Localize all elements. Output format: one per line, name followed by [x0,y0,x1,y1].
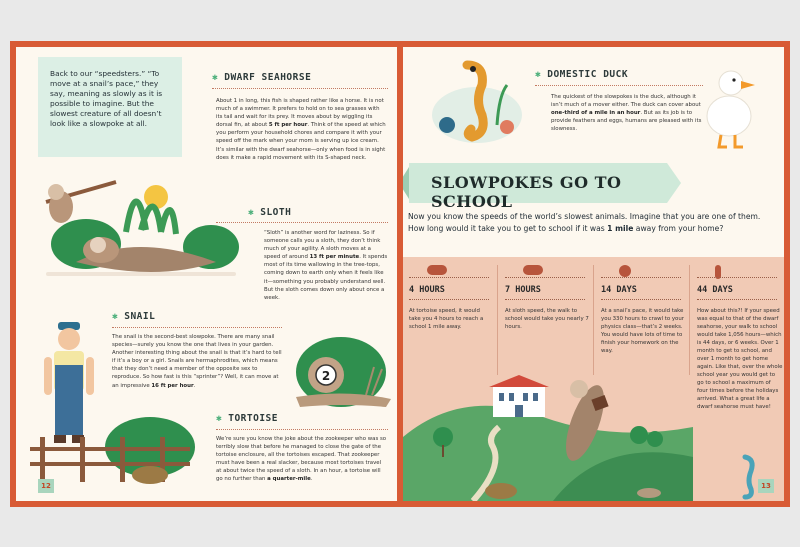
result-heading: 14 DAYS [601,285,637,295]
divider [212,88,388,89]
divider [535,85,703,86]
sparkle-icon: ✱ [535,69,542,80]
divider [112,327,282,328]
seahorse-illustration [427,55,527,145]
divider [689,265,690,375]
tortoise-text: We’re sure you know the joke about the zookeeper who was so terribly slow that before he managed to close the gate of the tortoise enclosure, all the tortoises escaped. That zookeeper must have been a real slacker, because most tortoises travel at about twice the speed of a sloth. In an hour, a tortoise will go no further than a quarter-mile. [216,436,387,483]
result-text: How about this?! If your speed was equal to that of the dwarf seahorse, your walk to school would take 1,056 hours—which is 44 days, or 6 weeks. Over 1 month to get to school, and over 1 month to get home again. Like that, over the whole school year you would get to go to school a maximum of four times before the holidays arrived. What a great life a dwarf seahorse must have! [697,308,783,410]
duck-illustration [701,61,771,151]
results-panel [403,257,784,501]
sloth-icon [523,265,543,275]
right-page [403,47,784,501]
sparkle-icon: ✱ [216,413,223,424]
snail-illustration [286,317,396,417]
divider [601,299,681,300]
result-text: At sloth speed, the walk to school would take you nearly 7 hours. [505,308,589,330]
book-spread [10,41,790,507]
sloth-text: “Sloth” is another word for laziness. So if someone calls you a sloth, they don’t think much of your agility. A sloth moves at a speed of around 13 ft per minute. It spends most of its time wallowing in the tree-tops, coming down to earth only when it feels like it—something you probably understand well. But the sloth comes down only about once a week. [264,230,388,301]
divider [409,299,489,300]
divider [697,277,777,278]
intro-text: Back to our “speedsters.” “To move at a snail’s pace,” they say, meaning as slowly as it is possible to imagine. But the slowest creature of all doesn’t look like a slowpoke at all. [50,69,163,128]
divider [497,265,498,375]
divider [697,299,777,300]
sloth-heading: ✱ SLOTH [248,207,292,218]
snail-icon [619,265,631,277]
page-number: 13 [758,479,774,493]
banner-title: SLOWPOKES GO TO SCHOOL [431,173,622,211]
sloth-illustration [36,152,246,282]
seahorse-text: About 1 in long, this fish is shaped rather like a horse. It is not much of a swimmer. It prefers to hold on to sea grasses with its tail and wait for its prey. It moves about by wiggling its dorsal fin, at about 5 ft per hour. Think of the speed at which you perform your household chores and compare it with your speed off the mark when your mom is serving up ice cream. It’s similar with the dwarf seahorse—only when food is in sight does it make a rapid movement with its S-shaped neck. [216,98,386,161]
divider [216,429,388,430]
snail-heading: ✱ SNAIL [112,311,156,322]
school-hill-illustration [403,367,693,501]
result-heading: 44 DAYS [697,285,733,295]
duck-heading: ✱ DOMESTIC DUCK [535,69,629,80]
question-text: Now you know the speeds of the world’s slowest animals. Imagine that you are one of them. How long would it take you to get to school if it was 1 mile away from your home? [408,212,761,233]
left-page [16,47,397,501]
seahorse-heading: ✱ DWARF SEAHORSE [212,72,312,83]
result-text: At a snail’s pace, it would take you 330 hours to crawl to your physics class—that’s 2 weeks. You would have lots of time to finish your homework on the way. [601,308,684,354]
duck-text: The quickest of the slowpokes is the duck, although it isn’t much of a mover either. The duck can cover about one-third of a mile in an hour. But as its job is to provide feathers and eggs, humans are pleased with its slowness. [551,94,702,133]
fence-illustration [30,407,200,487]
page-number: 12 [38,479,54,493]
sparkle-icon: ✱ [112,311,119,322]
divider [409,277,489,278]
divider [601,277,681,278]
result-heading: 4 HOURS [409,285,445,295]
snail-text: The snail is the second-best slowpoke. There are many snail species—surely you know the one that lives in your garden. Another interesting thing about the snail is that it’s hard to tell if it’s a boy or a girl. Snails are hermaphrodites, which means that they don’t need a member of the opposite sex to reproduce. So how fast is this “sprinter”? Well, it can move at an impressive 16 ft per hour. [112,334,282,389]
result-heading: 7 HOURS [505,285,541,295]
sparkle-icon: ✱ [248,207,255,218]
tortoise-icon [427,265,447,275]
divider [593,265,594,375]
divider [505,299,585,300]
sparkle-icon: ✱ [212,72,219,83]
divider [216,222,388,223]
title-banner [409,163,667,211]
intro-box [38,57,182,157]
seahorse-illustration-small [735,453,763,501]
result-text: At tortoise speed, it would take you 4 hours to reach a school 1 mile away. [409,308,484,330]
snail-shell-number: 2 [321,369,331,383]
divider [505,277,585,278]
tortoise-heading: ✱ TORTOISE [216,413,278,424]
